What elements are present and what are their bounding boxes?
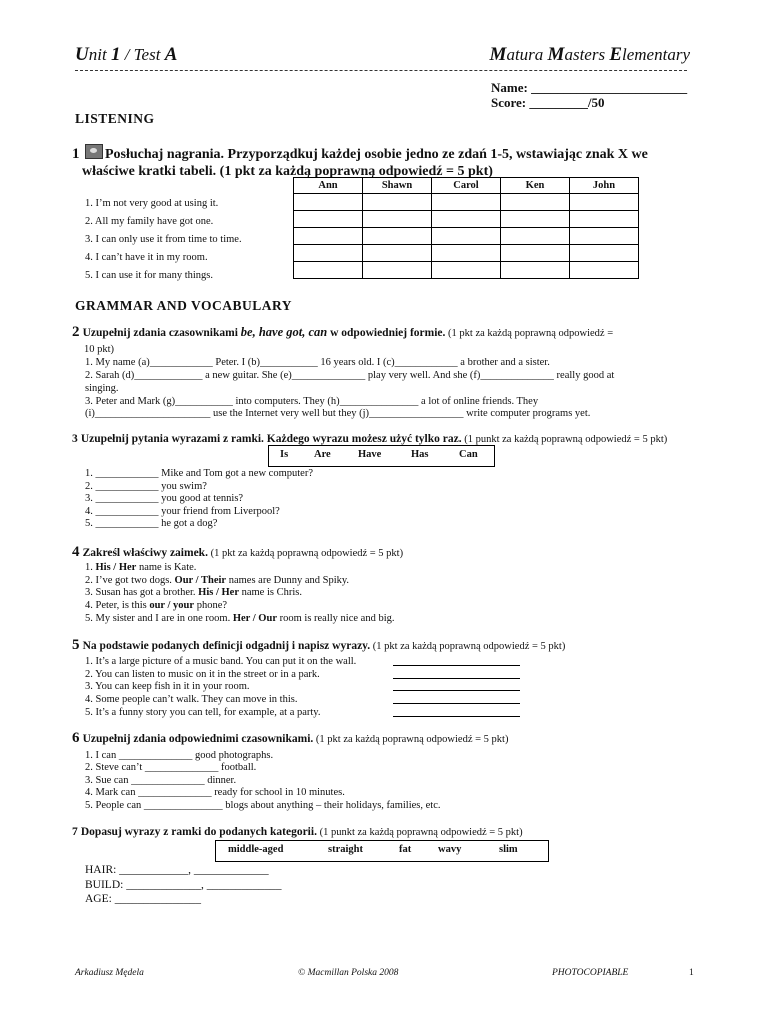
table-header: Ken (501, 178, 570, 194)
ex7-word-box (215, 840, 549, 862)
answer-cell[interactable] (501, 262, 570, 279)
footer-copyright: © Macmillan Polska 2008 (298, 968, 399, 978)
answer-cell[interactable] (501, 228, 570, 245)
ex4-line: 2. I’ve got two dogs. Our / Their names are Dunny and Spiky. (85, 575, 350, 586)
answer-cell[interactable] (294, 194, 363, 211)
ex4-instruction: 4 Zakreśl właściwy zaimek. (1 pkt za każdą poprawną odpowiedź = 5 pkt) (72, 544, 404, 560)
word-option: Can (459, 449, 478, 460)
ex3-word-box (268, 445, 495, 467)
table-header: John (570, 178, 639, 194)
score-field[interactable]: Score: _________/50 (491, 95, 605, 110)
word-option: middle-aged (228, 844, 284, 855)
table-header: Ann (294, 178, 363, 194)
ex5-line: 5. It’s a funny story you can tell, for example, at a party. (85, 707, 321, 718)
ex1-item: 4. I can’t have it in my room. (85, 252, 208, 263)
answer-cell[interactable] (363, 194, 432, 211)
ex5-line: 2. You can listen to music on it in the street or in a park. (85, 669, 320, 680)
answer-cell[interactable] (570, 228, 639, 245)
ex5-line: 3. You can keep fish in it in your room. (85, 681, 250, 692)
answer-cell[interactable] (432, 262, 501, 279)
ex3-line: 3. ____________ you good at tennis? (85, 493, 244, 504)
ex6-line: 3. Sue can ______________ dinner. (85, 775, 237, 786)
word-option: Is (280, 449, 289, 460)
answer-cell[interactable] (432, 245, 501, 262)
ex2-line: 1. My name (a)____________ Peter. I (b)___________ 16 years old. I (c)____________ a brother and a sister. (85, 357, 550, 368)
word-option: straight (328, 844, 363, 855)
word-option: Has (411, 449, 429, 460)
ex7-line: BUILD: _____________, _____________ (85, 879, 282, 891)
ex4-line: 1. His / Her name is Kate. (85, 562, 197, 573)
word-option: wavy (438, 844, 462, 855)
ex1-item: 2. All my family have got one. (85, 216, 214, 227)
ex1-instruction: 1 Posłuchaj nagrania. Przyporządkuj każdej osobie jedno ze zdań 1-5, wstawiając znak X we właściwe kratki tabeli. (1 pkt za każdą poprawną odpowiedź = 5 pkt) (72, 146, 648, 179)
section-listening: LISTENING (75, 111, 155, 126)
ex3-instruction: 3 Uzupełnij pytania wyrazami z ramki. Każdego wyrazu możesz użyć tylko raz. (1 punkt za każdą poprawną odpowiedź = 5 pkt) (72, 433, 668, 445)
answer-cell[interactable] (432, 211, 501, 228)
ex5-answer-line[interactable] (393, 706, 520, 717)
answer-cell[interactable] (363, 262, 432, 279)
ex5-answer-line[interactable] (393, 693, 520, 704)
cd-audio-icon (85, 144, 103, 159)
ex6-line: 5. People can _______________ blogs about anything – their holidays, families, etc. (85, 800, 441, 811)
answer-cell[interactable] (432, 194, 501, 211)
page-number: 1 (689, 968, 694, 978)
ex6-line: 2. Steve can’t ______________ football. (85, 762, 257, 773)
ex5-instruction: 5 Na podstawie podanych definicji odgadnij i napisz wyrazy. (1 pkt za każdą poprawną odpowiedź = 5 pkt) (72, 637, 566, 653)
ex6-instruction: 6 Uzupełnij zdania odpowiednimi czasownikami. (1 pkt za każdą poprawną odpowiedź = 5 pkt) (72, 730, 509, 746)
book-title: Matura Masters Elementary (489, 44, 690, 65)
table-header: Shawn (363, 178, 432, 194)
ex2-instruction: 2 Uzupełnij zdania czasownikami be, have got, can w odpowiedniej formie. (1 pkt za każdą poprawną odpowiedź = 10 pkt) (72, 324, 614, 355)
answer-cell[interactable] (432, 228, 501, 245)
table-header: Carol (432, 178, 501, 194)
section-grammar: GRAMMAR AND VOCABULARY (75, 298, 293, 313)
footer-photocopiable: PHOTOCOPIABLE (552, 968, 629, 978)
ex2-line: (i)______________________ use the Internet very well but they (j)__________________ write computer programs yet. (85, 408, 591, 419)
ex1-item: 5. I can use it for many things. (85, 270, 214, 281)
ex3-line: 5. ____________ he got a dog? (85, 518, 218, 529)
answer-cell[interactable] (570, 245, 639, 262)
ex5-answer-line[interactable] (393, 668, 520, 679)
word-option: fat (399, 844, 412, 855)
answer-cell[interactable] (363, 228, 432, 245)
ex2-line: 3. Peter and Mark (g)___________ into computers. They (h)_______________ a lot of online friends. They (85, 396, 539, 407)
footer-author: Arkadiusz Mędela (75, 968, 144, 978)
ex7-instruction: 7 Dopasuj wyrazy z ramki do podanych kategorii. (1 punkt za każdą poprawną odpowiedź = 5 pkt) (72, 826, 523, 838)
ex2-line: 2. Sarah (d)_____________ a new guitar. She (e)______________ play very well. And she (f)______________ really good at (85, 370, 615, 381)
ex4-line: 4. Peter, is this our / your phone? (85, 600, 228, 611)
ex4-line: 3. Susan has got a brother. His / Her name is Chris. (85, 587, 302, 598)
answer-cell[interactable] (363, 211, 432, 228)
header-divider (75, 70, 687, 71)
word-option: Have (358, 449, 382, 460)
ex3-line: 1. ____________ Mike and Tom got a new computer? (85, 468, 313, 479)
answer-cell[interactable] (294, 245, 363, 262)
ex1-answer-table (293, 177, 639, 279)
ex6-line: 1. I can ______________ good photographs. (85, 750, 274, 761)
ex4-line: 5. My sister and I are in one room. Her / Our room is really nice and big. (85, 613, 395, 624)
ex2-line: singing. (85, 383, 119, 394)
ex1-item: 1. I’m not very good at using it. (85, 198, 219, 209)
ex6-line: 4. Mark can ______________ ready for school in 10 minutes. (85, 787, 345, 798)
answer-cell[interactable] (570, 194, 639, 211)
answer-cell[interactable] (363, 245, 432, 262)
ex5-answer-line[interactable] (393, 680, 520, 691)
answer-cell[interactable] (570, 211, 639, 228)
answer-cell[interactable] (294, 228, 363, 245)
name-field[interactable]: Name: ________________________ (491, 80, 688, 95)
answer-cell[interactable] (501, 211, 570, 228)
ex7-line: HAIR: ____________, _____________ (85, 864, 269, 876)
answer-cell[interactable] (294, 211, 363, 228)
answer-cell[interactable] (570, 262, 639, 279)
ex5-line: 1. It’s a large picture of a music band. You can put it on the wall. (85, 656, 357, 667)
ex7-line: AGE: _______________ (85, 893, 201, 905)
answer-cell[interactable] (501, 245, 570, 262)
answer-cell[interactable] (501, 194, 570, 211)
ex3-line: 2. ____________ you swim? (85, 481, 207, 492)
word-option: slim (499, 844, 518, 855)
ex1-item: 3. I can only use it from time to time. (85, 234, 242, 245)
unit-title: Unit 1 / Test A (75, 44, 178, 65)
ex5-line: 4. Some people can’t walk. They can move in this. (85, 694, 298, 705)
word-option: Are (314, 449, 331, 460)
answer-cell[interactable] (294, 262, 363, 279)
ex3-line: 4. ____________ your friend from Liverpool? (85, 506, 280, 517)
ex5-answer-line[interactable] (393, 655, 520, 666)
